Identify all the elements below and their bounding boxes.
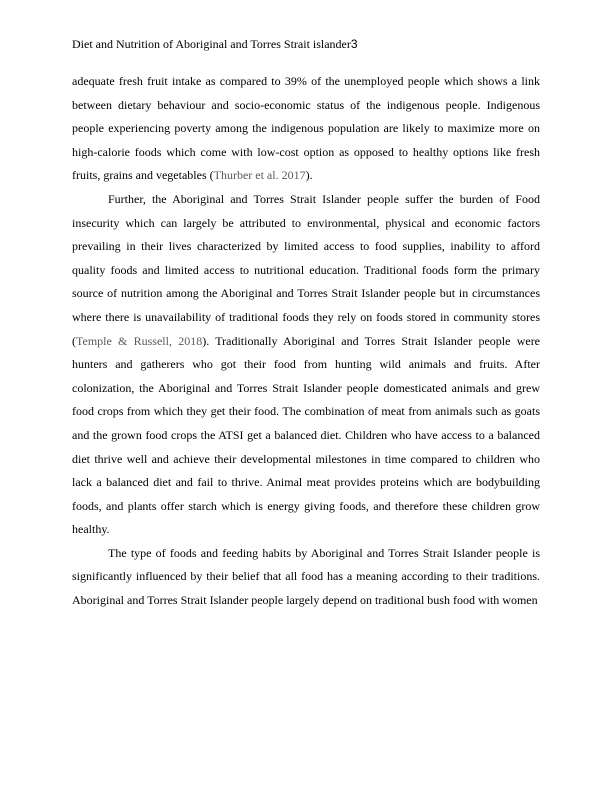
citation-thurber-2017: Thurber et al. 2017 [213,168,306,183]
page-number: 3 [350,37,358,51]
paragraph-1 [72,70,540,188]
paragraph-2-text-end: ). Traditionally Aboriginal and Torres Strait Islander people were hunters and gatherers who got their food from hunting wild animals and fruits. After colonization, the Aboriginal and Torres Strait Islander people domesticated animals and grew food crops from which they get their food. The combination of meat from animals such as goats and the grown food crops the ATSI get a balanced diet. Children who have access to a balanced diet thrive well and achieve their developmental milestones in time compared to children who lack a balanced diet and fail to thrive. Animal meat provides proteins which are bodybuilding foods, and plants offer starch which is energy giving foods, and therefore these children grow healthy. [72,333,541,537]
running-header [72,36,540,52]
paragraph-3-text: The type of foods and feeding habits by Aboriginal and Torres Strait Islander people is significantly influenced by their belief that all food has a meaning according to their traditions. Aboriginal and Torres Strait Islander people largely depend on traditional bush food with women [72,545,540,608]
running-title: Diet and Nutrition of Aboriginal and Torres Strait islander [72,37,351,51]
paragraph-1-text: adequate fresh fruit intake as compared to 39% of the unemployed people which shows a link between dietary behaviour and socio-economic status of the indigenous people. Indigenous people experiencing poverty among the indigenous population are likely to maximize more on high-calorie foods which come with low-cost option as opposed to healthy options like fresh fruits, grains and vegetables ( [72,74,540,183]
paragraph-2-text: Further, the Aboriginal and Torres Strait Islander people suffer the burden of Food insecurity which can largely be attributed to environmental, physical and economic factors prevailing in their lives characterized by limited access to food supplies, inability to afford quality foods and limited access to nutritional education. Traditional foods form the primary source of nutrition among the Aboriginal and Torres Strait Islander people but in circumstances where there is unavailability of traditional foods they rely on foods stored in community stores ( [72,191,540,348]
paragraph-3 [72,542,540,613]
body-text [72,70,540,613]
paragraph-2 [72,188,540,542]
paragraph-1-text-end: ). [305,168,313,183]
citation-temple-russell-2018: Temple & Russell, 2018 [76,333,203,348]
